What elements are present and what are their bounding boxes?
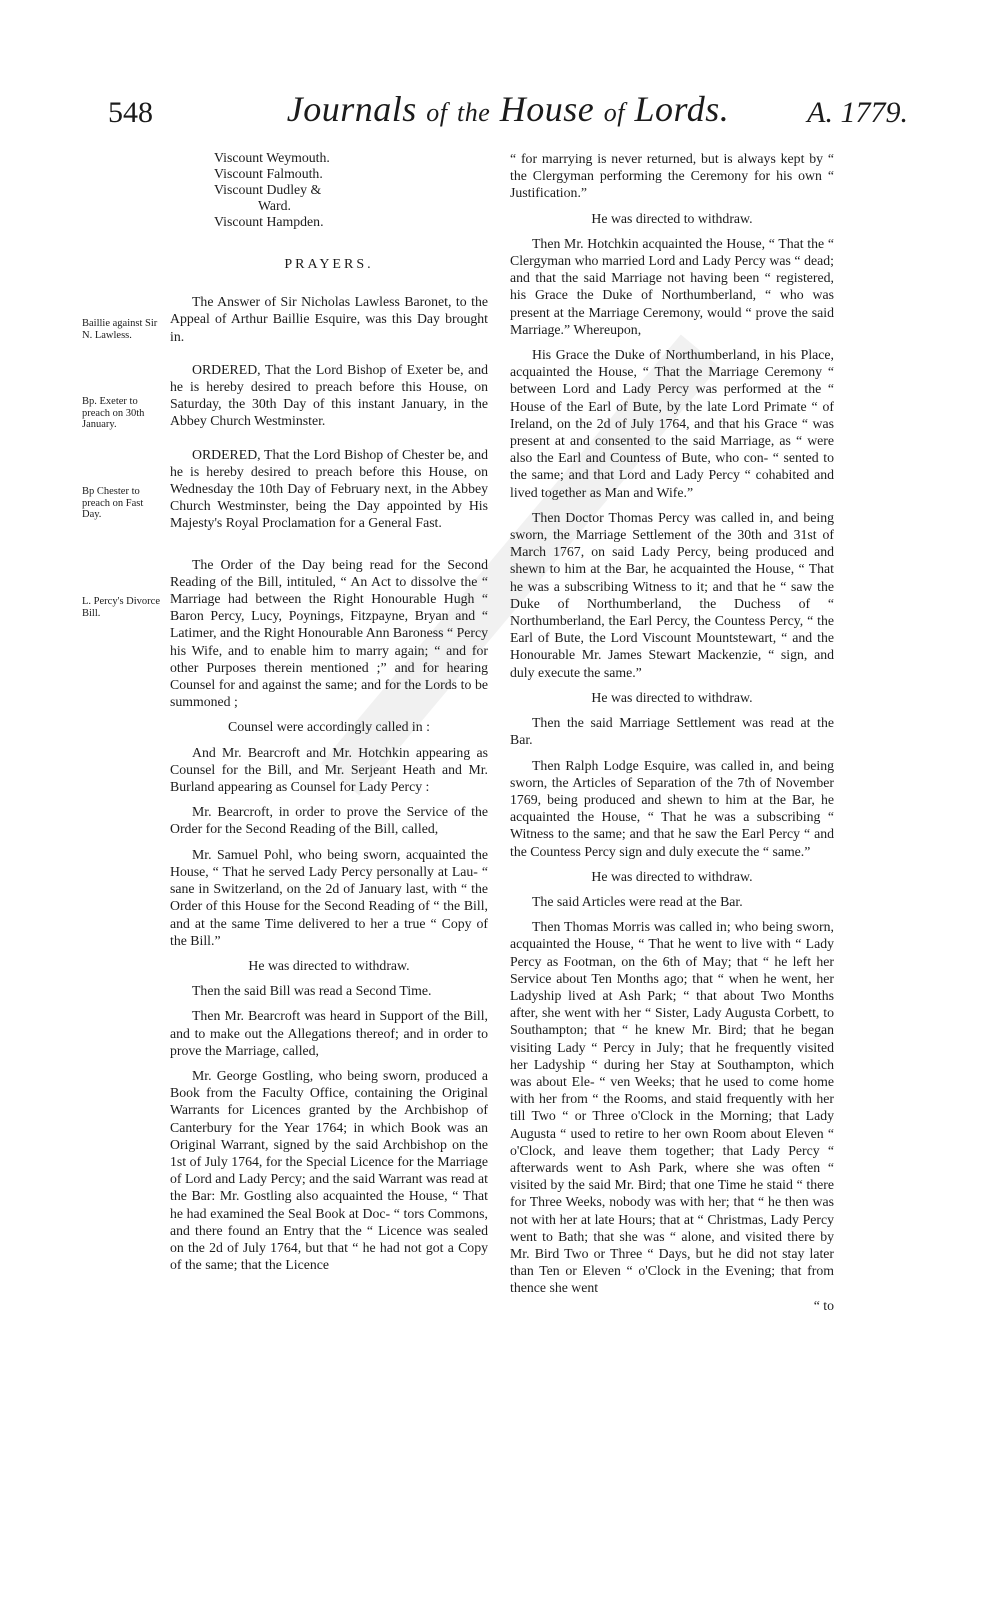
margin-note-chester: Bp Chester to preach on Fast Day.: [82, 486, 144, 520]
paragraph: And Mr. Bearcroft and Mr. Hotchkin appearing as Counsel for the Bill, and Mr. Serjeant Heath and Mr. Burland appearing as Counsel for Lady Percy :: [170, 744, 488, 795]
paragraph: Then the said Bill was read a Second Time.: [192, 983, 432, 999]
left-column: [170, 150, 488, 1273]
paragraph: Mr. Samuel Pohl, who being sworn, acquainted the House, “ That he served Lady Percy personally at Lau- “ sane in Switzerland, on the 2d of January last, with “ the Order of this House for the Second Reading of “ the Bill, and at the same Time delivered to her a true “ Copy of the Bill.”: [170, 846, 488, 948]
centered-line: He was directed to withdraw.: [248, 957, 410, 973]
centered-line: He was directed to withdraw.: [591, 689, 753, 705]
paragraph: Then Mr. Bearcroft was heard in Support of the Bill, and to make out the Allegations thereof; and in order to prove the Marriage, called,: [170, 1008, 488, 1058]
paragraph: “ for marrying is never returned, but is always kept by “ the Clergyman performing the Ceremony for his own “ Justification.”: [510, 151, 834, 201]
centered-line: He was directed to withdraw.: [591, 868, 753, 884]
page-number: 548: [108, 96, 153, 129]
year-label: A. 1779.: [807, 96, 908, 129]
centered-line: He was directed to withdraw.: [591, 210, 753, 226]
prayers-heading: PRAYERS.: [284, 257, 374, 272]
peer-entry: Viscount Hampden.: [214, 214, 324, 229]
paragraph: Then Mr. Hotchkin acquainted the House, “ That the “ Clergyman who married Lord and Lady Percy was “ dead; and that the said Marriage not having been “ registered, his Grace the Duke of Northumberland, “ who was present at the Marriage Ceremony, would “ prove the said Marriage.” Whereupon,: [510, 235, 834, 337]
paragraph: Mr. George Gostling, who being sworn, produced a Book from the Faculty Office, containing the Original Warrants for Licences granted by the Archbishop of Canterbury for the Year 1764; in which Book was an Original Warrant, signed by the said Archbishop on the 1st of July 1764, for the Special Licence for the Marriage of Lord and Lady Percy; and the said Warrant was read at the Bar: Mr. Gostling also acquainted the House, “ That he had examined the Seal Book at Doc- “ tors Commons, and there found an Entry that the “ Licence was sealed on the 2d of July 1764, but that “ he had not got a Copy of the same; that the Licence: [170, 1067, 488, 1273]
paragraph: Then Ralph Lodge Esquire, was called in, and being sworn, the Articles of Separation of the 7th of November 1769, being produced and shewn to him at the Bar, he acquainted the House, “ That he was a subscribing “ Witness to the same; and that he saw the Earl Percy “ and the Countess Percy sign and duly execute the “ same.”: [510, 757, 834, 859]
paragraph: Mr. Bearcroft, in order to prove the Service of the Order for the Second Reading of the Bill, called,: [170, 804, 488, 837]
margin-note-percy: L. Percy's Divorce Bill.: [82, 596, 160, 619]
paragraph: The Answer of Sir Nicholas Lawless Baronet, to the Appeal of Arthur Baillie Esquire, was this Day brought in.: [170, 294, 488, 344]
margin-note-baillie: Baillie against Sir N. Lawless.: [82, 318, 158, 341]
paragraph: His Grace the Duke of Northumberland, in his Place, acquainted the House, “ That the Marriage Ceremony “ between Lord and Lady Percy was performed at the “ House of the Earl of Bute, by the late Lord Primate “ of Ireland, on the 2d of July 1764, and that his Grace “ was present at and consented to the said Marriage, as “ were also the Earl and Countess of Bute, who con- “ sented to the same; and that Lord and Lady Percy “ cohabited and lived together as Man and Wife.”: [510, 347, 834, 500]
paragraph: The Order of the Day being read for the Second Reading of the Bill, intituled, “ An Act to dissolve the “ Marriage had between the Right Honourable Hugh “ Baron Percy, Lucy, Poynings, Fitzpayne, Bryan and “ Latimer, and the Right Honourable Ann Baroness “ Percy his Wife, and to enable him to marry again; “ and for other Purposes therein mentioned ;” and for hearing Counsel for and against the same; and for the Lords to be summoned ;: [170, 556, 488, 710]
peer-entry: Viscount Dudley &: [214, 182, 322, 197]
page-header: [108, 88, 908, 134]
running-title: Journals of the House of Lords.: [286, 89, 730, 129]
right-column: [510, 150, 834, 1314]
peer-entry: Viscount Weymouth.: [214, 150, 330, 165]
paragraph: The said Articles were read at the Bar.: [532, 893, 743, 909]
margin-note-exeter: Bp. Exeter to preach on 30th January.: [82, 396, 145, 430]
paragraph: Then Doctor Thomas Percy was called in, and being sworn, the Marriage Settlement of the 30th and 31st of March 1767, on said Lady Percy, being produced and shewn to him at the Bar, he acquainted the House, “ That he was a subscribing Witness to it; and that he “ saw the Duke of Northumberland, the Duchess of “ Northumberland, the Earl Percy, the Countess Percy, “ the Earl of Bute, the Lord Viscount Mountstewart, “ and the Honourable Mr. James Stewart Mackenzie, “ sign, and duly execute the same.”: [510, 509, 834, 680]
peer-list: [214, 150, 488, 230]
paragraph: Then Thomas Morris was called in; who being sworn, acquainted the House, “ That he went to live with “ Lady Percy as Footman, on the 6th of May; that “ he left her Service about Ten Months ago; that “ when he went, her Ladyship lived at Ash Park; “ that about Two Months after, she went with her “ Sister, Lady Augusta Corbett, to Southampton; that “ he knew Mr. Bird; that he began visiting Lady “ Percy in July; that he frequently visited her Ladyship “ during her Stay at Southampton, which was about Ele- “ ven Weeks; that he used to come home with her from “ the Rooms, and staid frequently with her till Two “ or Three o'Clock in the Morning; that Lady Augusta “ used to retire to her own Room about Eleven “ o'Clock, and leave them together; that Lady Percy “ afterwards went to Ash Park, where she was often “ visited by the said Mr. Bird; that one Time he staid “ there for Three Weeks, nobody was with her; that “ he then was not with her at late Hours; that at “ Christmas, Lady Percy went to Bath; that she was “ alone, and visited there by Mr. Bird Two or Three “ Days, but he did not stay later than Ten or Eleven “ o'Clock in the Evening; that from thence she went: [510, 919, 834, 1296]
centered-line: Counsel were accordingly called in :: [228, 719, 430, 735]
peer-entry: Ward.: [258, 198, 291, 213]
paragraph: ORDERED, That the Lord Bishop of Chester be, and he is hereby desired to preach before this House, on Wednesday the 10th Day of February next, in the Abbey Church Westminster, being the Day appointed by His Majesty's Royal Proclamation for a General Fast.: [170, 446, 488, 531]
paragraph: ORDERED, That the Lord Bishop of Exeter be, and he is hereby desired to preach before this House, on Saturday, the 30th Day of this instant January, in the Abbey Church Westminster.: [170, 361, 488, 429]
catchword: “ to: [813, 1297, 834, 1313]
peer-entry: Viscount Falmouth.: [214, 166, 323, 181]
paragraph: Then the said Marriage Settlement was read at the Bar.: [510, 715, 834, 748]
